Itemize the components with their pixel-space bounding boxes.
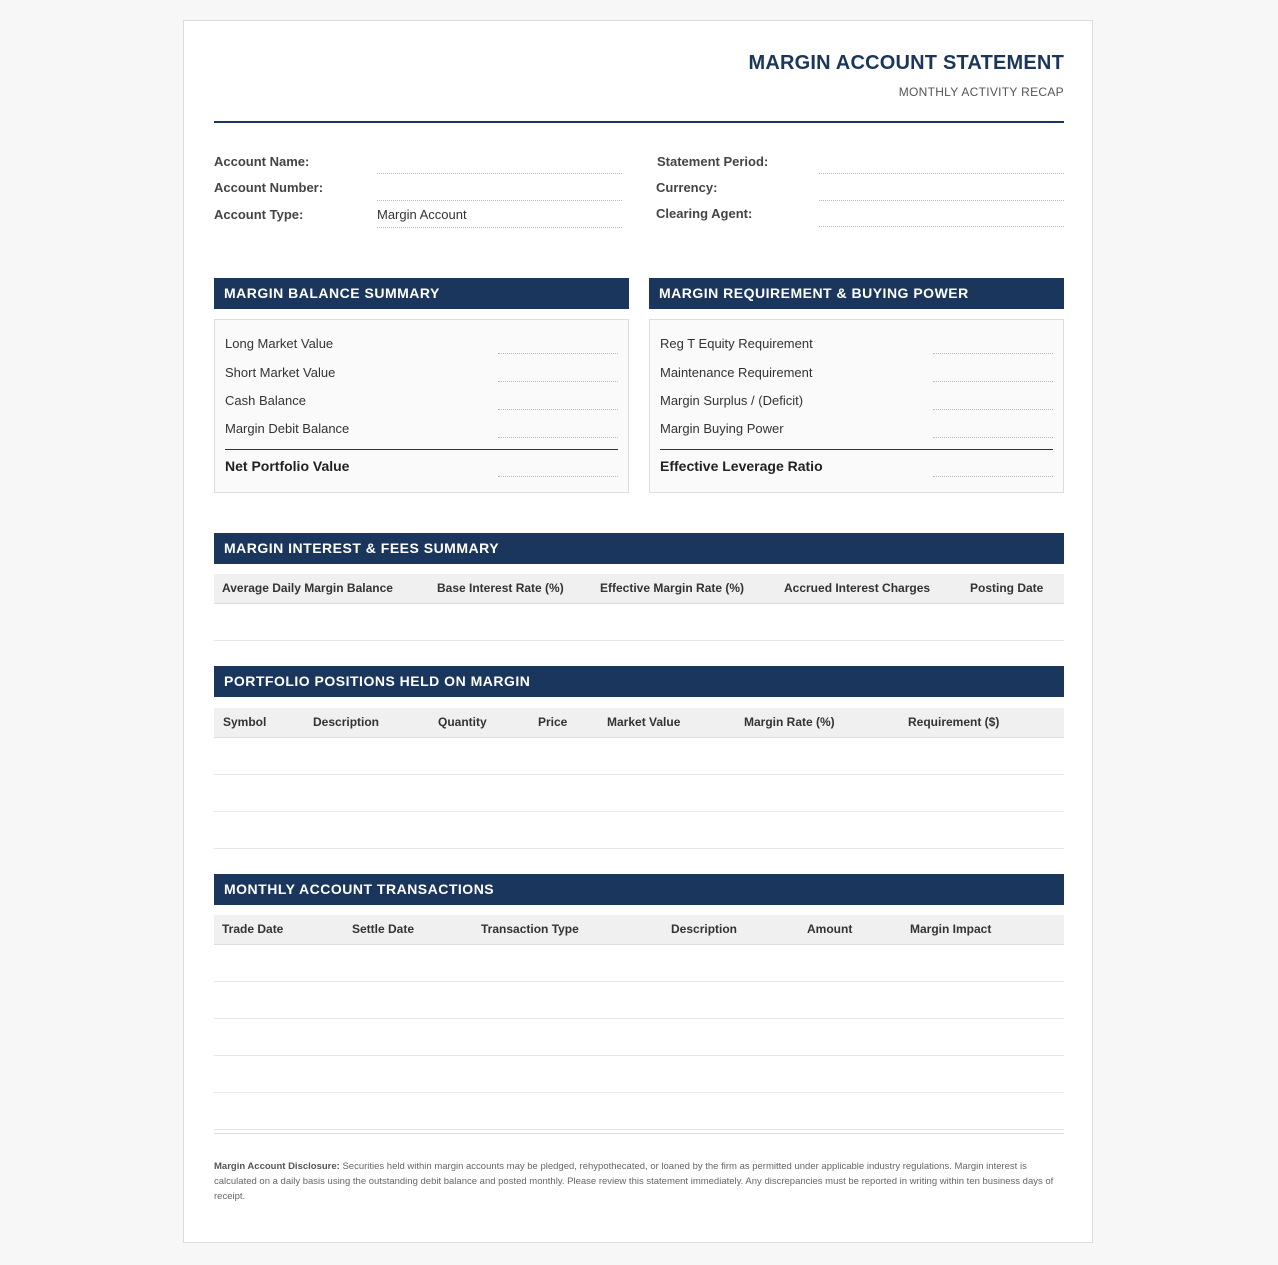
- account-name-label: Account Name:: [214, 154, 310, 169]
- col-txn-description: Description: [671, 922, 738, 936]
- positions-table-header: [214, 708, 1064, 738]
- cash-balance-line: [498, 409, 618, 410]
- clearing-agent-line: [819, 226, 1064, 227]
- reg-t-requirement-line: [933, 353, 1053, 354]
- margin-debit-balance-line: [498, 437, 618, 438]
- footer-divider: [214, 1133, 1064, 1134]
- statement-subtitle: MONTHLY ACTIVITY RECAP: [898, 85, 1064, 99]
- requirement-box: [649, 319, 1064, 493]
- account-number-label: Account Number:: [214, 180, 324, 195]
- transactions-header: MONTHLY ACCOUNT TRANSACTIONS: [214, 874, 1064, 905]
- cash-balance-label: Cash Balance: [225, 393, 306, 408]
- statement-title: MARGIN ACCOUNT STATEMENT: [748, 52, 1064, 74]
- interest-table-header: [214, 574, 1064, 604]
- margin-surplus-label: Margin Surplus / (Deficit): [660, 393, 804, 408]
- effective-leverage-ratio-line: [933, 476, 1053, 477]
- margin-disclosure: [214, 1159, 1064, 1204]
- table-row: [214, 738, 1064, 775]
- col-quantity: Quantity: [438, 715, 487, 729]
- account-type-value: Margin Account: [377, 207, 467, 222]
- margin-buying-power-line: [933, 437, 1053, 438]
- table-row: [214, 812, 1064, 849]
- statement-page: [183, 20, 1093, 1243]
- col-amount: Amount: [807, 922, 853, 936]
- statement-period-label: Statement Period:: [657, 154, 769, 169]
- reg-t-requirement-label: Reg T Equity Requirement: [660, 336, 813, 351]
- table-row: [214, 775, 1064, 812]
- col-avg-daily-balance: Average Daily Margin Balance: [222, 581, 393, 595]
- col-symbol: Symbol: [223, 715, 267, 729]
- long-market-value-line: [498, 353, 618, 354]
- table-row: [214, 604, 1064, 641]
- col-margin-rate: Margin Rate (%): [744, 715, 835, 729]
- short-market-value-line: [498, 381, 618, 382]
- col-price: Price: [538, 715, 568, 729]
- margin-debit-balance-label: Margin Debit Balance: [225, 421, 350, 436]
- margin-buying-power-label: Margin Buying Power: [660, 421, 784, 436]
- transactions-table-header: [214, 915, 1064, 945]
- col-requirement: Requirement ($): [908, 715, 1000, 729]
- short-market-value-label: Short Market Value: [225, 365, 336, 380]
- disclosure-label: Margin Account Disclosure:: [214, 1161, 340, 1172]
- currency-line: [819, 200, 1064, 201]
- col-margin-impact: Margin Impact: [910, 922, 992, 936]
- table-row: [214, 1093, 1064, 1130]
- effective-leverage-ratio-label: Effective Leverage Ratio: [660, 458, 823, 474]
- balance-total-rule: [225, 449, 618, 450]
- positions-header: PORTFOLIO POSITIONS HELD ON MARGIN: [214, 666, 1064, 697]
- account-number-line: [377, 200, 622, 201]
- maintenance-requirement-line: [933, 381, 1053, 382]
- balance-summary-box: [214, 319, 629, 493]
- col-settle-date: Settle Date: [352, 922, 415, 936]
- account-type-line: [377, 227, 622, 228]
- requirement-total-rule: [660, 449, 1053, 450]
- statement-period-line: [819, 173, 1064, 174]
- requirement-header: MARGIN REQUIREMENT & BUYING POWER: [649, 278, 1064, 309]
- currency-label: Currency:: [656, 180, 718, 195]
- balance-summary-header: MARGIN BALANCE SUMMARY: [214, 278, 629, 309]
- col-trade-date: Trade Date: [222, 922, 284, 936]
- col-transaction-type: Transaction Type: [481, 922, 579, 936]
- col-market-value: Market Value: [607, 715, 681, 729]
- disclosure-text: Securities held within margin accounts may be pledged, rehypothecated, or loaned by the firm as permitted under applicable industry regulations. Margin interest is calculated on a daily basis using the outstanding debit balance and posted monthly. Please review this statement immediately. Any discrepancies must be reported in writing within ten business days of receipt.: [214, 1161, 1054, 1202]
- net-portfolio-value-label: Net Portfolio Value: [225, 458, 350, 474]
- interest-header: MARGIN INTEREST & FEES SUMMARY: [214, 533, 1064, 564]
- maintenance-requirement-label: Maintenance Requirement: [660, 365, 813, 380]
- header-divider: [214, 121, 1064, 123]
- margin-surplus-line: [933, 409, 1053, 410]
- col-description: Description: [313, 715, 380, 729]
- clearing-agent-label: Clearing Agent:: [656, 206, 753, 221]
- account-name-line: [377, 173, 622, 174]
- col-effective-margin-rate: Effective Margin Rate (%): [600, 581, 745, 595]
- table-row: [214, 1056, 1064, 1093]
- table-row: [214, 1019, 1064, 1056]
- table-row: [214, 982, 1064, 1019]
- account-type-label: Account Type:: [214, 207, 304, 222]
- table-row: [214, 945, 1064, 982]
- col-base-interest-rate: Base Interest Rate (%): [437, 581, 564, 595]
- long-market-value-label: Long Market Value: [225, 336, 334, 351]
- col-posting-date: Posting Date: [970, 581, 1044, 595]
- net-portfolio-value-line: [498, 476, 618, 477]
- col-accrued-interest: Accrued Interest Charges: [784, 581, 931, 595]
